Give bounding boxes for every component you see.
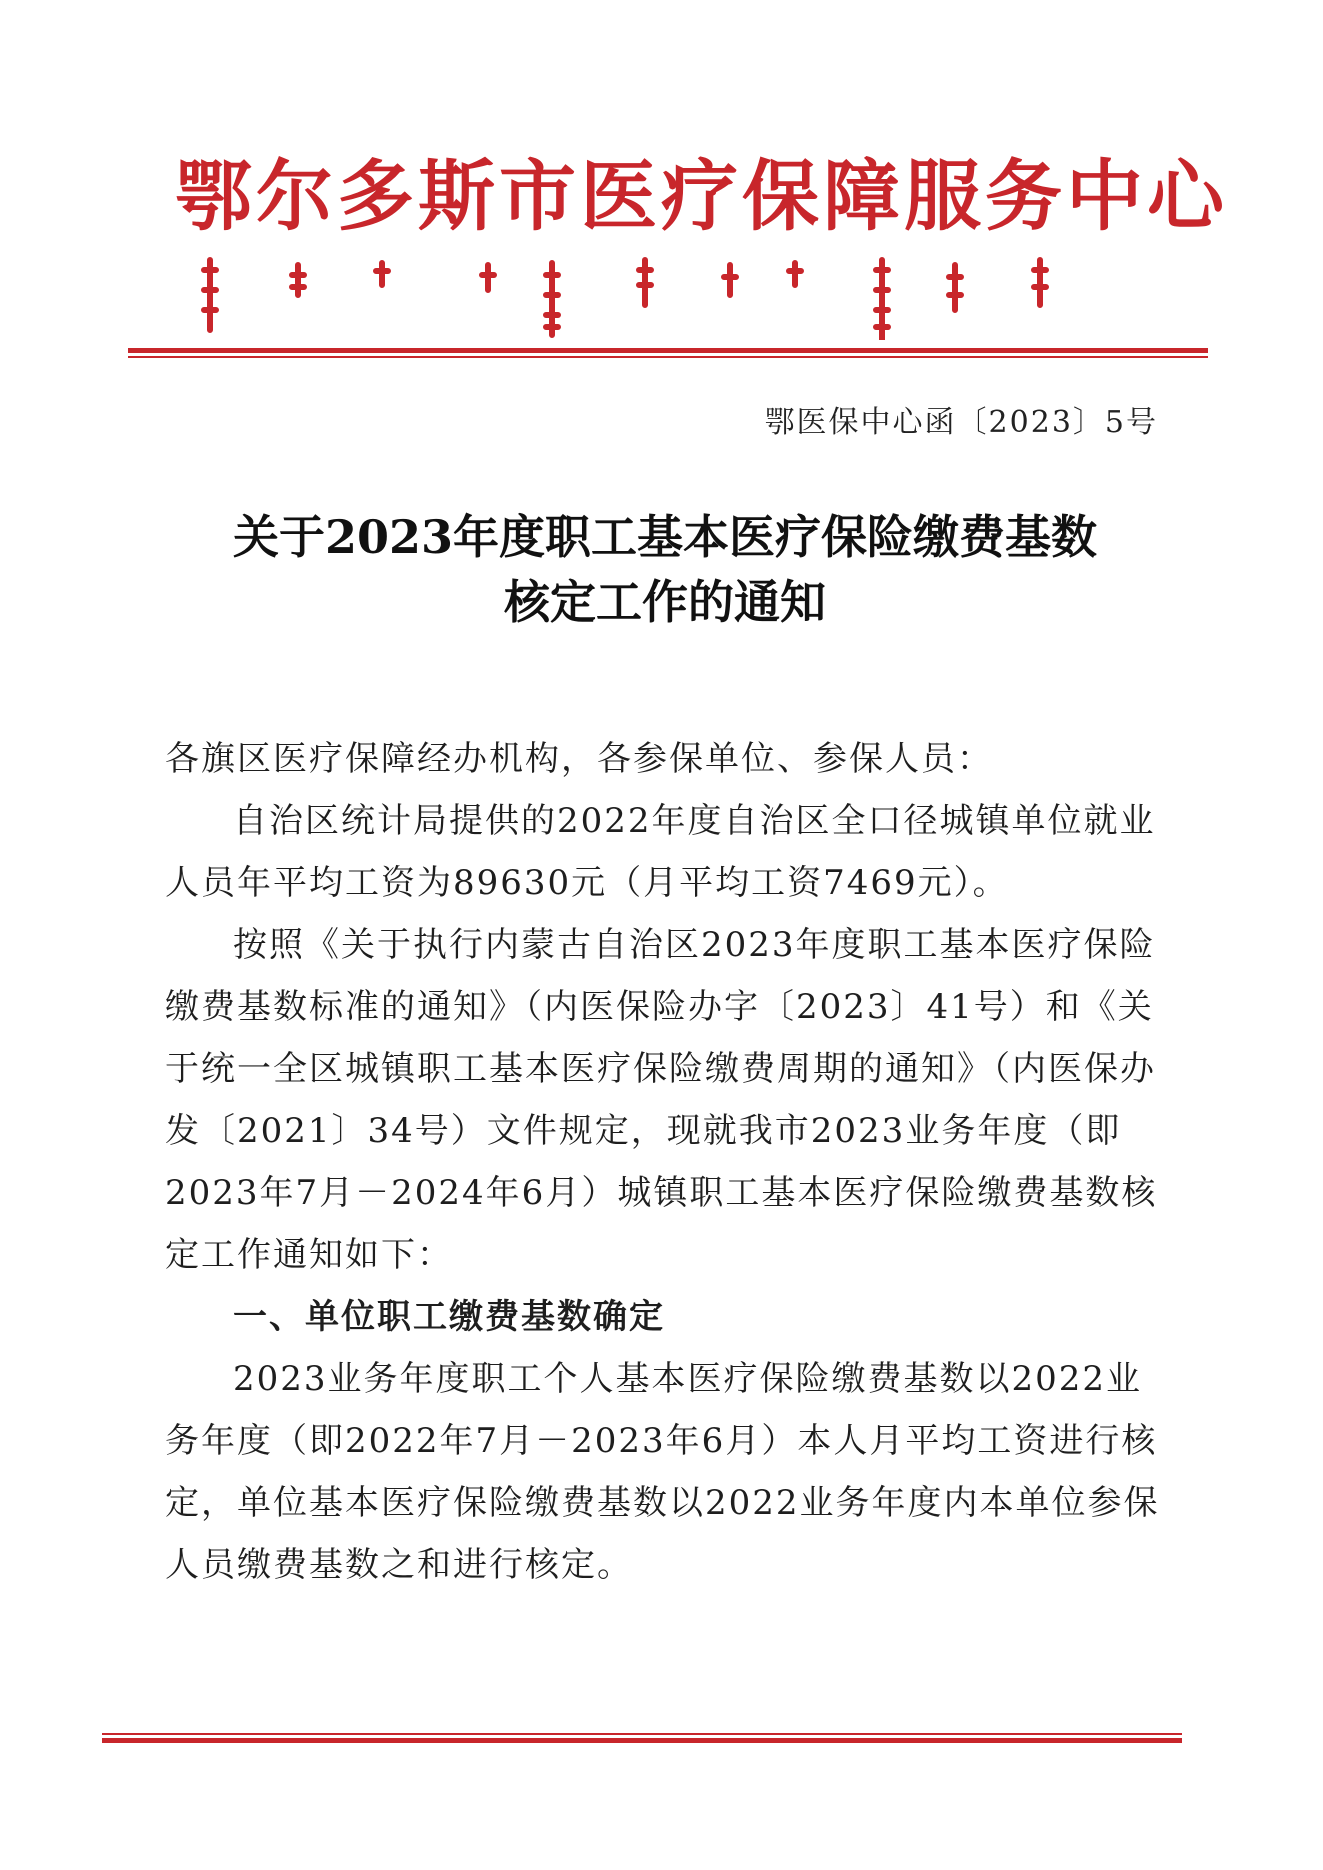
document-body	[165, 728, 1165, 1596]
letterhead-org-name: 鄂尔多斯市医疗保障服务中心	[175, 152, 1228, 242]
footer-rule-thin	[102, 1733, 1182, 1735]
red-rule-thin	[128, 356, 1208, 358]
red-rule-thick	[128, 348, 1208, 353]
mongolian-script-org-name	[190, 255, 1150, 340]
section-heading: 一、单位职工缴费基数确定	[233, 1297, 665, 1337]
letterhead-red-rule	[128, 348, 1208, 360]
footer-red-rule	[102, 1733, 1182, 1745]
section-paragraph: 2023业务年度职工个人基本医疗保险缴费基数以2022业务年度（即2022年7月－2023年6月）本人月平均工资进行核定，单位基本医疗保险缴费基数以2022业务年度内本单位参保人员缴费基数之和进行核定。	[165, 1359, 1160, 1585]
body-paragraph: 按照《关于执行内蒙古自治区2023年度职工基本医疗保险缴费基数标准的通知》（内医保险办字〔2023〕41号）和《关于统一全区城镇职工基本医疗保险缴费周期的通知》（内医保办发〔2021〕34号）文件规定，现就我市2023业务年度（即2023年7月－2024年6月）城镇职工基本医疗保险缴费基数核定工作通知如下：	[165, 925, 1158, 1275]
title-line-2: 核定工作的通知	[504, 575, 826, 629]
salutation: 各旗区医疗保障经办机构，各参保单位、参保人员：	[165, 739, 993, 779]
document-number: 鄂医保中心函〔2023〕5号	[764, 405, 1158, 440]
title-line-1: 关于2023年度职工基本医疗保险缴费基数	[232, 510, 1098, 564]
document-title	[170, 505, 1160, 635]
body-paragraph: 自治区统计局提供的2022年度自治区全口径城镇单位就业人员年平均工资为89630元（月平均工资7469元）。	[165, 801, 1156, 903]
footer-rule-thick	[102, 1738, 1182, 1743]
